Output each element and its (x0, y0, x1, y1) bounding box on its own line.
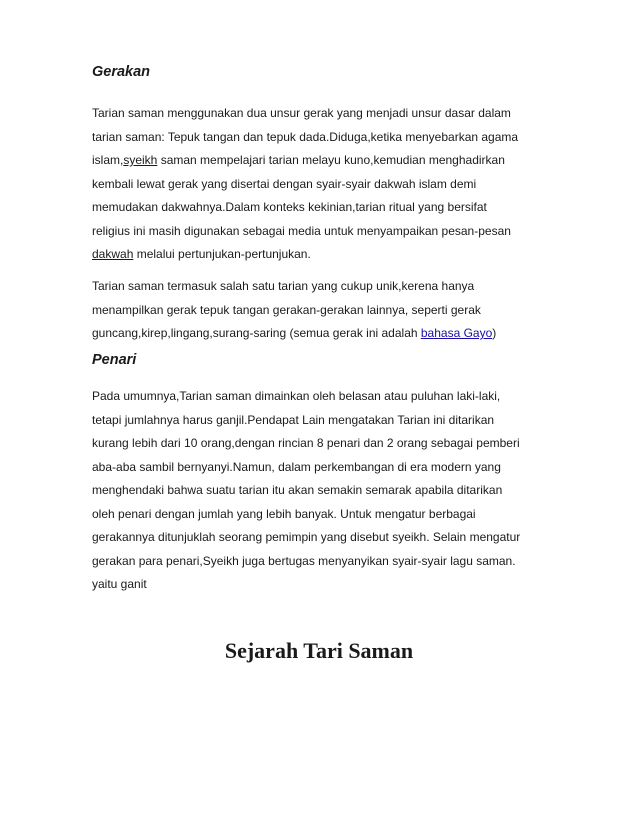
text-line (92, 149, 552, 173)
text-line: menghendaki bahwa suatu tarian itu akan semakin semarak apabila ditarikan (92, 483, 503, 497)
text-segment: saman mempelajari tarian melayu kuno,kemudian menghadirkan (157, 153, 505, 167)
dakwah-link[interactable]: dakwah (92, 247, 134, 261)
text-line: kembali lewat gerak yang disertai dengan syair-syair dakwah islam demi (92, 176, 477, 191)
page-title: Sejarah Tari Saman (224, 638, 414, 663)
syeikh-link[interactable]: syeikh (123, 153, 158, 167)
text-line: yaitu ganit (92, 577, 147, 591)
text-line: kurang lebih dari 10 orang,dengan rincian 8 penari dan 2 orang sebagai pemberi (92, 436, 520, 450)
text-line (92, 243, 552, 267)
text-line: oleh penari dengan jumlah yang lebih banyak. Untuk mengatur berbagai (92, 506, 476, 521)
text-line: religius ini masih digunakan sebagai media untuk menyampaikan pesan-pesan (92, 223, 511, 238)
heading-penari: Penari (92, 352, 137, 368)
bahasa-gayo-link[interactable]: bahasa Gayo (420, 326, 493, 340)
text-line: Tarian saman menggunakan dua unsur gerak yang menjadi unsur dasar dalam (92, 106, 511, 120)
paragraph-gerakan-2 (92, 275, 552, 346)
text-line: tarian saman: Tepuk tangan dan tepuk dada.Diduga,ketika menyebarkan agama (92, 129, 519, 144)
text-segment: melalui pertunjukan-pertunjukan. (133, 247, 311, 261)
text-line: menampilkan gerak tepuk tangan gerakan-gerakan lainnya, seperti gerak (92, 302, 481, 317)
text-line: gerakannya ditunjuklah seorang pemimpin yang disebut syeikh. Selain mengatur (92, 530, 521, 544)
heading-gerakan: Gerakan (92, 64, 151, 80)
text-line: Tarian saman termasuk salah satu tarian yang cukup unik,kerena hanya (92, 279, 475, 293)
text-line (92, 322, 552, 346)
text-line: tetapi jumlahnya harus ganjil.Pendapat Lain mengatakan Tarian ini ditarikan (92, 412, 495, 427)
text-line: aba-aba sambil bernyanyi.Namun, dalam perkembangan di era modern yang (92, 459, 501, 474)
text-line: memudakan dakwahnya.Dalam konteks kekinian,tarian ritual yang bersifat (92, 200, 487, 214)
text-segment: ) (492, 326, 497, 340)
text-line: Pada umumnya,Tarian saman dimainkan oleh belasan atau puluhan laki-laki, (92, 389, 501, 403)
text-segment: guncang,kirep,lingang,surang-saring (semua gerak ini adalah (92, 326, 421, 340)
paragraph-penari (92, 385, 552, 597)
text-segment: islam, (92, 153, 124, 167)
paragraph-gerakan-1 (92, 102, 552, 267)
text-line: gerakan para penari,Syeikh juga bertugas menyanyikan syair-syair lagu saman. (92, 553, 516, 568)
